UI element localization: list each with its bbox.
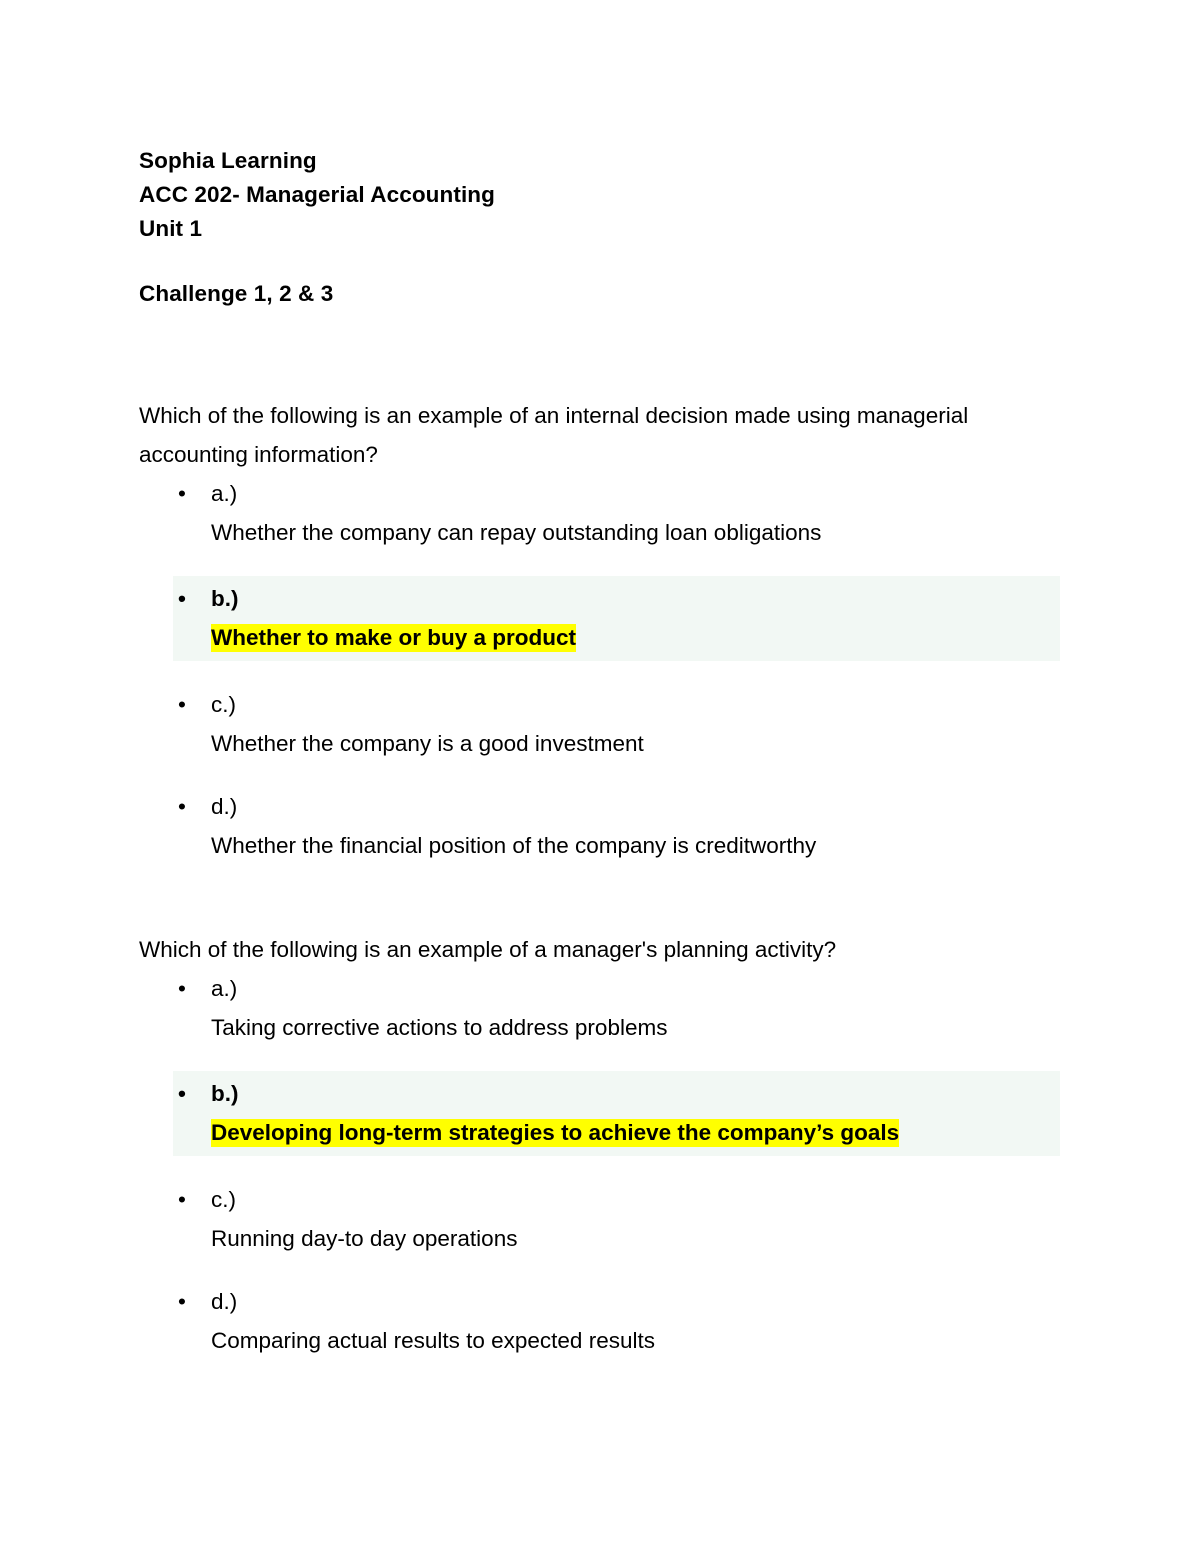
- bullet-icon: •: [178, 1081, 186, 1106]
- option-text: Whether the company is a good investment: [211, 731, 644, 756]
- option-spacer: [0, 552, 1200, 576]
- answer-option-a[interactable]: [0, 969, 1200, 1047]
- option-letter: b.): [211, 586, 239, 611]
- bullet-icon: •: [178, 692, 186, 717]
- answer-option-b[interactable]: [173, 1071, 1060, 1156]
- answer-option-d[interactable]: [0, 1282, 1200, 1360]
- unit-label: Unit 1: [139, 216, 203, 241]
- option-spacer: [0, 1258, 1200, 1282]
- question-stem: Which of the following is an example of a manager's planning activity?: [139, 937, 837, 962]
- option-text: Comparing actual results to expected results: [211, 1328, 655, 1353]
- bullet-icon: •: [178, 481, 186, 506]
- answer-options-list: [0, 474, 1200, 865]
- highlighted-answer-text: Whether to make or buy a product: [211, 625, 577, 650]
- option-spacer: [0, 763, 1200, 787]
- bullet-icon: •: [178, 976, 186, 1001]
- question-stem: Which of the following is an example of an internal decision made using managerial accounting information?: [139, 403, 969, 467]
- challenge-heading: Challenge 1, 2 & 3: [139, 281, 334, 306]
- option-text: Whether the company can repay outstanding loan obligations: [211, 520, 822, 545]
- option-spacer: [0, 661, 1200, 685]
- document-header: [139, 144, 1039, 246]
- option-spacer: [0, 1047, 1200, 1071]
- option-text: Whether the financial position of the company is creditworthy: [211, 833, 817, 858]
- question-block-2: [0, 930, 1200, 1360]
- option-text: Running day-to day operations: [211, 1226, 518, 1251]
- option-letter: d.): [211, 794, 238, 819]
- bullet-icon: •: [178, 794, 186, 819]
- option-text: Taking corrective actions to address problems: [211, 1015, 668, 1040]
- option-letter: d.): [211, 1289, 238, 1314]
- answer-option-b[interactable]: [173, 576, 1060, 661]
- bullet-icon: •: [178, 586, 186, 611]
- option-letter: b.): [211, 1081, 239, 1106]
- option-spacer: [0, 1156, 1200, 1180]
- bullet-icon: •: [178, 1187, 186, 1212]
- option-text: [211, 1113, 1071, 1152]
- option-text: [211, 618, 1071, 657]
- option-letter: c.): [211, 692, 236, 717]
- answer-option-a[interactable]: [0, 474, 1200, 552]
- answer-option-d[interactable]: [0, 787, 1200, 865]
- course-title: ACC 202- Managerial Accounting: [139, 182, 495, 207]
- highlighted-answer-text: Developing long-term strategies to achieve the company’s goals: [211, 1120, 900, 1145]
- question-block-1: [0, 396, 1200, 865]
- organization-name: Sophia Learning: [139, 148, 317, 173]
- option-letter: c.): [211, 1187, 236, 1212]
- answer-options-list: [0, 969, 1200, 1360]
- option-letter: a.): [211, 976, 238, 1001]
- bullet-icon: •: [178, 1289, 186, 1314]
- answer-option-c[interactable]: [0, 685, 1200, 763]
- answer-option-c[interactable]: [0, 1180, 1200, 1258]
- option-letter: a.): [211, 481, 238, 506]
